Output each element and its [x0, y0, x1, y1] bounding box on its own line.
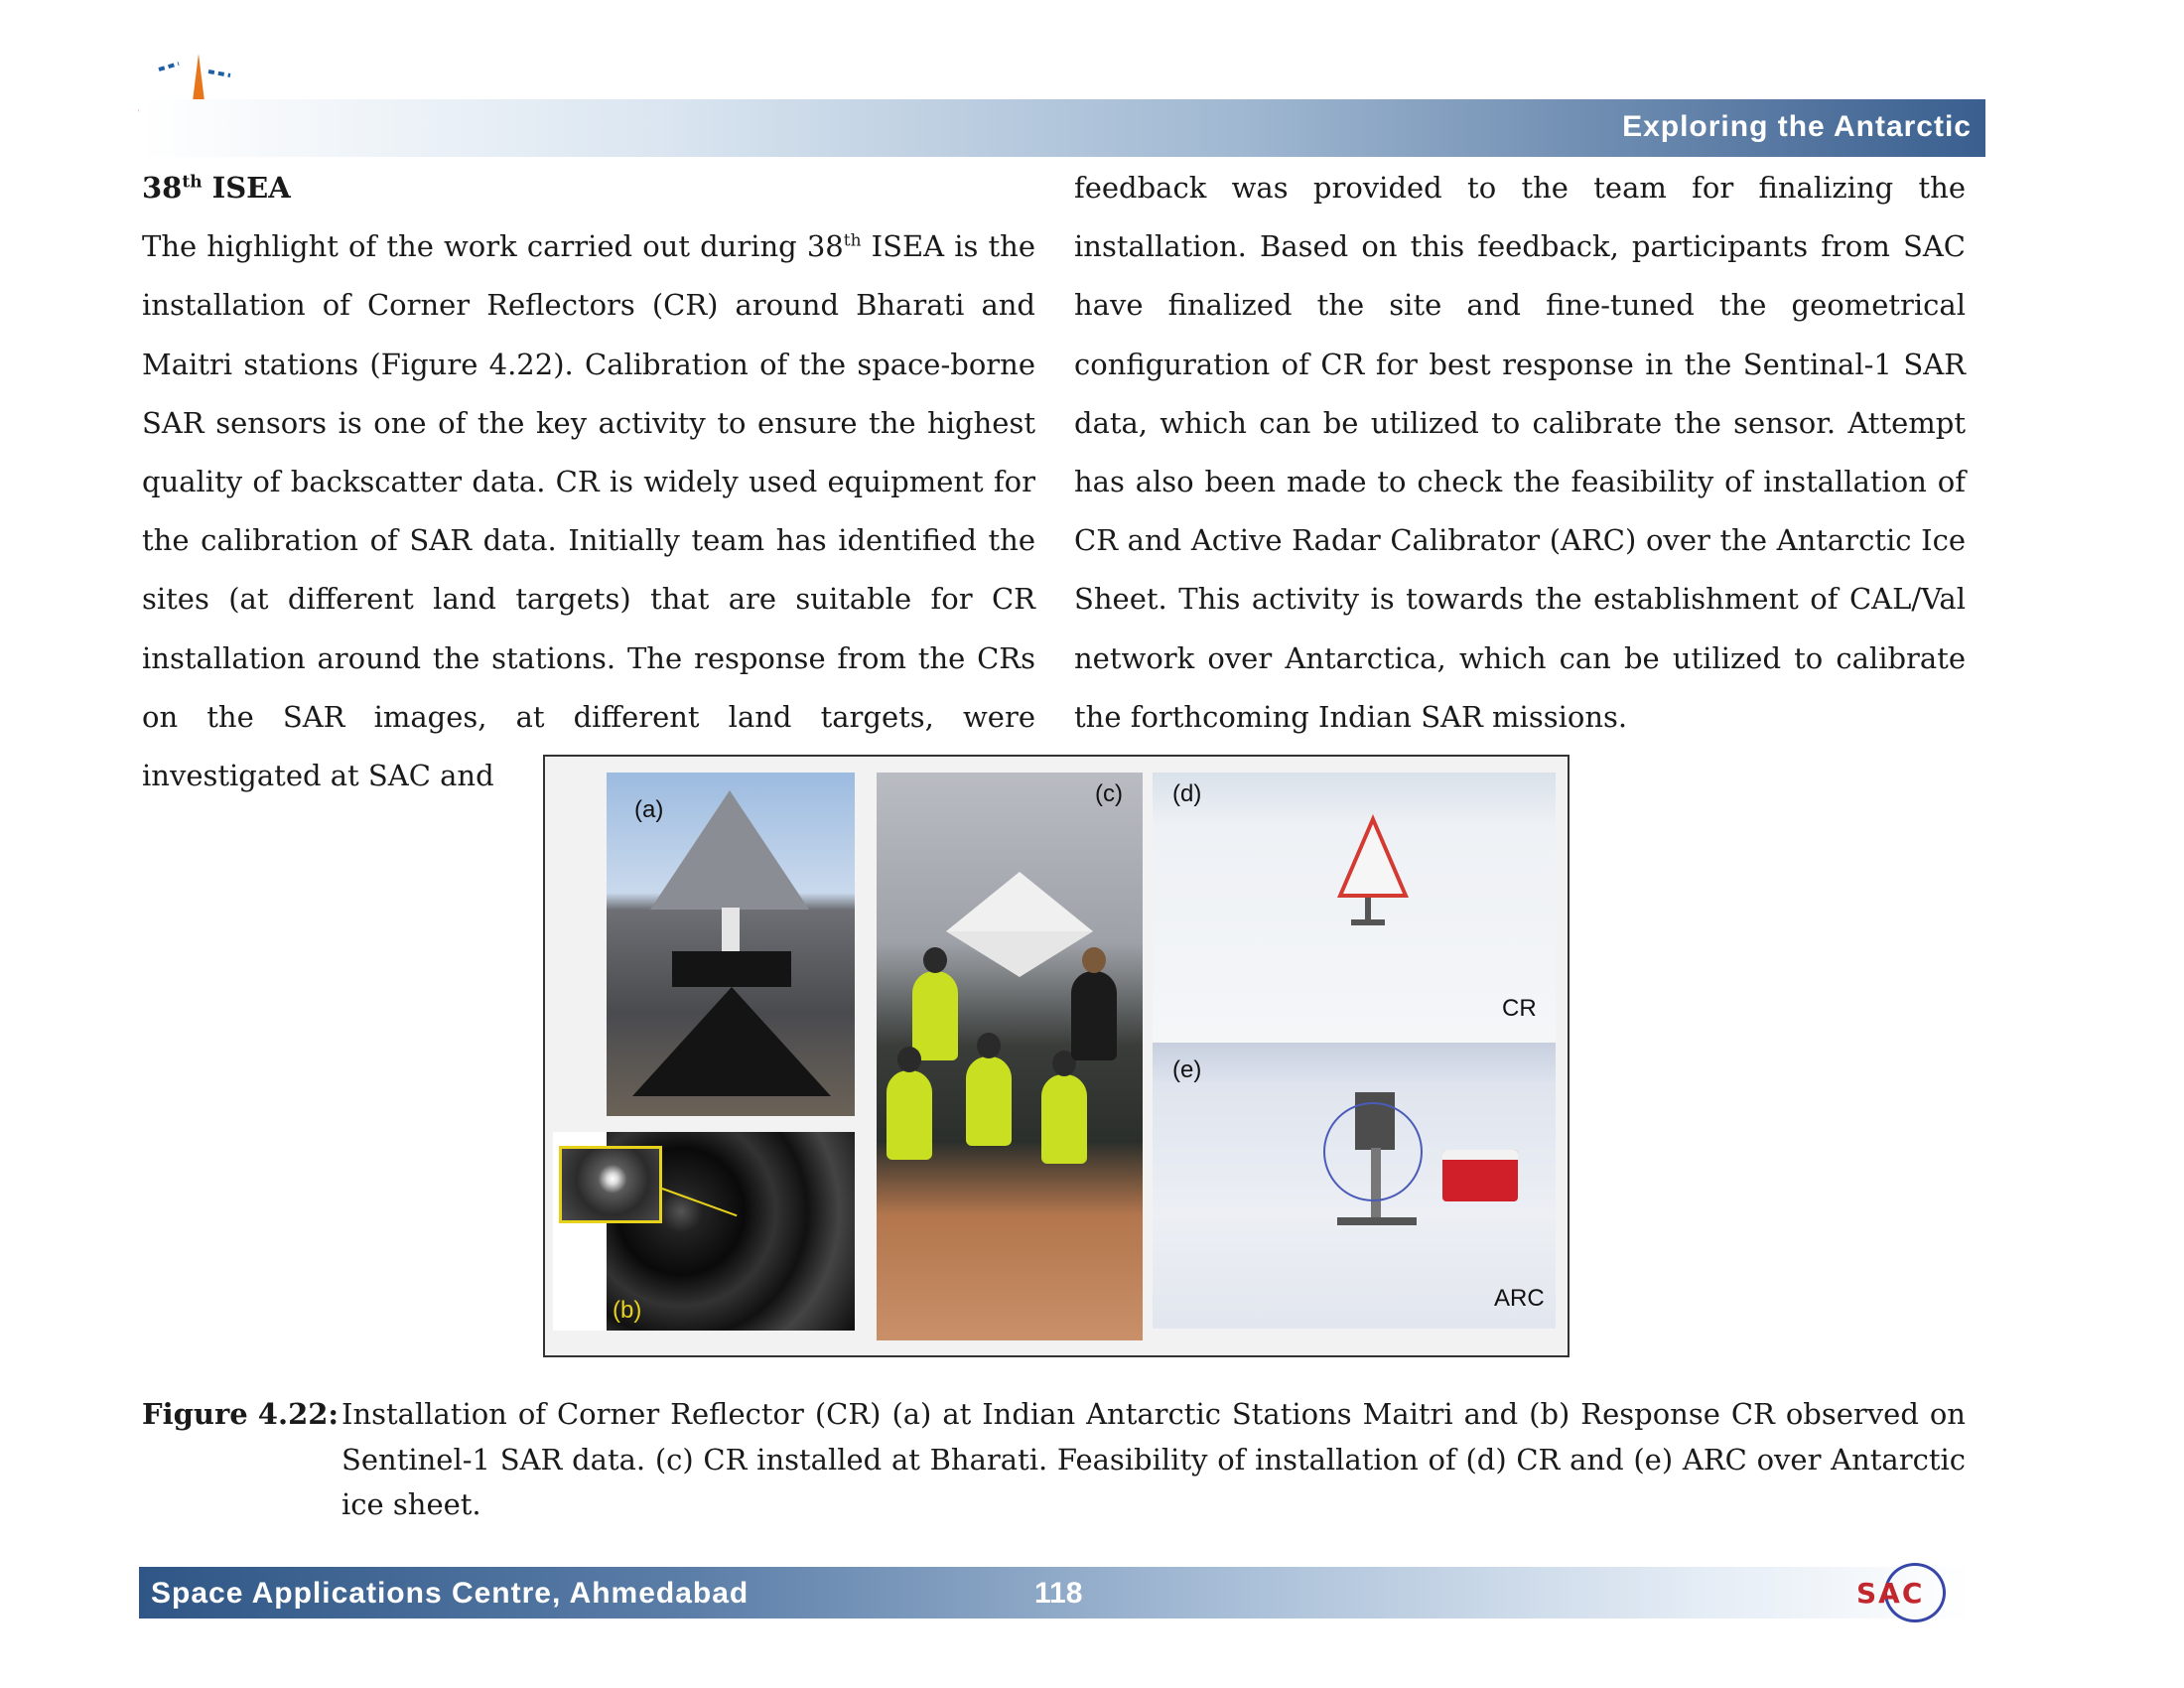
footer-bar	[139, 1567, 1971, 1618]
body-paragraph-right: feedback was provided to the team for finalizing the installation. Based on this feedback, participants from SAC have finalized the site and fine-tuned the geometrical configuration of CR for best response in the Sentinal-1 SAR data, which can be utilized to calibrate the sensor. Attempt has also been made to check the feasibility of installation of CR and Active Radar Calibrator (ARC) over the Antarctic Ice Sheet. This activity is towards the establishment of CAL/Val network over Antarctica, which can be utilized to calibrate the forthcoming Indian SAR missions.	[1074, 171, 1966, 734]
equipment-box	[1442, 1150, 1518, 1201]
photo-panel-a	[607, 773, 855, 1116]
caption-text: Installation of Corner Reflector (CR) (a) at Indian Antarctic Stations Maitri and (b) Response CR observed on Sentinel-1 SAR data. (c) CR installed at Bharati. Feasibility of installation of (d) CR and (e) ARC over Antarctic ice sheet.	[341, 1397, 1966, 1521]
page-number: 118	[1034, 1577, 1083, 1610]
sar-image-panel-b	[553, 1132, 855, 1331]
footer-organization: Space Applications Centre, Ahmedabad	[151, 1577, 750, 1610]
panel-label-arc: ARC	[1494, 1285, 1545, 1312]
figure-4-22	[543, 755, 1570, 1357]
header-bar	[139, 99, 1985, 157]
caption-label: Figure 4.22:	[142, 1397, 340, 1431]
panel-label-c: (c)	[1095, 780, 1123, 807]
sac-logo-text: SAC	[1856, 1577, 1925, 1610]
person-figure	[1071, 971, 1117, 1060]
left-column	[142, 159, 1035, 805]
heading-superscript: th	[182, 172, 203, 193]
panel-label-b: (b)	[613, 1297, 642, 1324]
section-heading	[142, 159, 1035, 217]
right-column	[1074, 159, 1966, 747]
corner-reflector-shape	[650, 790, 809, 910]
figure-caption	[142, 1392, 1966, 1528]
body-paragraph-left: The highlight of the work carried out during 38th ISEA is the installation of Corner Reflectors (CR) around Bharati and Maitri stations (Figure 4.22). Calibration of the space-borne SAR sensors is one of the key activity to ensure the highest quality of backscatter data. CR is widely used equipment for the calibration of SAR data. Initially team has identified the sites (at different land targets) that are suitable for CR installation around the stations. The response from the CRs on the SAR images, at different land targets, were investigated at SAC and	[142, 229, 1035, 793]
panel-label-a: (a)	[634, 796, 664, 823]
heading-text: ISEA	[202, 171, 291, 205]
photo-panel-c	[877, 773, 1143, 1340]
panel-label-d: (d)	[1172, 780, 1202, 807]
person-figure	[887, 1070, 932, 1160]
person-figure	[1041, 1074, 1087, 1164]
photo-panel-d	[1153, 773, 1556, 1043]
person-figure	[966, 1056, 1012, 1146]
sac-logo	[1856, 1563, 1966, 1622]
chapter-title: Exploring the Antarctic	[1622, 110, 1972, 143]
person-figure	[912, 971, 958, 1060]
zoom-inset	[559, 1146, 662, 1223]
panel-label-cr: CR	[1502, 995, 1537, 1022]
panel-label-e: (e)	[1172, 1056, 1202, 1083]
photo-panel-e	[1153, 1043, 1556, 1329]
heading-number: 38	[142, 171, 183, 205]
